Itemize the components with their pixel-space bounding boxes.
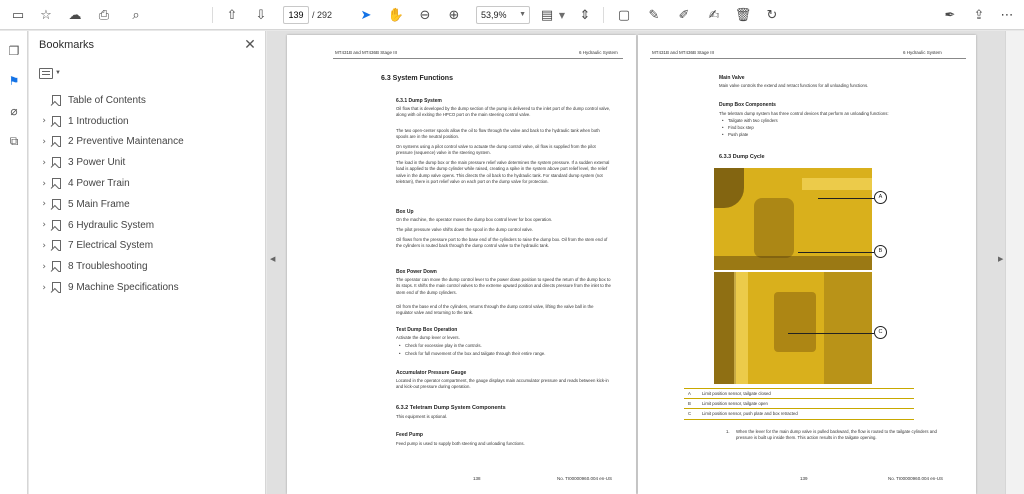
save-icon[interactable]: ▭ [11, 7, 25, 23]
share-icon[interactable]: ⇪ [973, 7, 985, 23]
bookmark-item[interactable] [29, 194, 265, 215]
bookmark-label: Table of Contents [68, 94, 146, 106]
bookmark-item[interactable] [29, 256, 265, 277]
chevron-right-icon[interactable]: › [42, 157, 46, 168]
bullet-text: Push plate [728, 132, 749, 137]
bookmark-icon [52, 178, 61, 189]
more-options-icon[interactable]: ⋯ [1000, 7, 1014, 23]
bookmark-label: 7 Electrical System [68, 240, 154, 252]
chevron-right-icon[interactable]: › [42, 240, 46, 251]
bookmark-item[interactable] [29, 111, 265, 132]
paragraph: The operator can move the dump control lever to the power down position to speed the return of the dump box to its stops. It shifts the main control valves to the extreme upward position and directs pressure from the inlet to the stem end of the dump cylinders. [396, 277, 611, 295]
comment-icon[interactable]: ▢ [617, 7, 631, 23]
close-icon[interactable]: ✕ [244, 36, 256, 52]
bookmark-options-button[interactable] [39, 65, 65, 81]
select-cursor-icon[interactable]: ➤ [360, 7, 372, 23]
step-number: 1. [726, 429, 730, 434]
bookmark-label: 9 Machine Specifications [68, 282, 179, 294]
collapse-right-panel-icon[interactable]: ▶ [998, 256, 1004, 263]
main-valve-heading: Main Valve [719, 75, 745, 81]
bookmark-item[interactable] [29, 215, 265, 236]
chevron-down-icon: ▼ [519, 11, 526, 18]
teletram-heading: 6.3.2 Teletram Dump System Components [396, 405, 506, 411]
step-text: When the lever for the main dump valve is pulled backward, the flow is routed to the tailgate cylinders and pressure is built up inside them. This action results in the tailgate opening. [736, 429, 937, 441]
chevron-right-icon[interactable]: › [42, 261, 46, 272]
callout-leader [818, 198, 874, 199]
paragraph: Oil flows from the pressure port to the base end of the cylinders to raise the dump box. Oil from the stem end of the cylinders is routed back through the dump control valve to the hydraulic tank. [396, 237, 608, 249]
dump-cycle-heading: 6.3.3 Dump Cycle [719, 154, 765, 160]
search-icon[interactable]: ⌕ [132, 7, 140, 23]
fill-sign-icon[interactable]: ✒ [944, 7, 956, 23]
dump-box-components-heading: Dump Box Components [719, 102, 776, 108]
bookmark-icon [52, 282, 61, 293]
bookmark-icon [52, 261, 61, 272]
bookmark-item[interactable] [29, 132, 265, 153]
page-number: 139 [800, 476, 808, 481]
table-row: C Limit position sensor, push plate and box retracted [684, 409, 914, 420]
bookmark-label: 1 Introduction [68, 115, 129, 127]
paragraph: Activate the dump lever or levers. [396, 335, 460, 340]
attachments-icon[interactable]: ⌀ [10, 104, 18, 118]
bookmark-item[interactable] [29, 152, 265, 173]
chevron-right-icon[interactable]: › [42, 136, 46, 147]
chevron-right-icon[interactable]: › [42, 282, 46, 293]
layers-lock-icon[interactable]: ⧉ [9, 133, 19, 148]
page-number: 138 [473, 476, 481, 481]
page-down-icon[interactable]: ⇩ [255, 7, 267, 23]
accumulator-heading: Accumulator Pressure Gauge [396, 370, 467, 376]
paragraph: On systems using a pilot control valve to actuate the dump control valve, oil flow is supplied from the pilot pressure (sequence) valve in the steering system. [396, 144, 596, 156]
bookmark-item[interactable] [29, 90, 265, 111]
vertical-scrollbar[interactable] [1005, 31, 1024, 494]
bookmarks-icon[interactable]: ⚑ [8, 74, 20, 88]
callout-leader [798, 252, 874, 253]
list-options-icon [39, 68, 53, 79]
bookmark-icon [52, 116, 61, 127]
paragraph: Main valve controls the extend and retract functions for all unloading functions. [719, 83, 869, 88]
paragraph: The pilot pressure valve shifts down the spool in the dump control valve. [396, 227, 534, 232]
chevron-right-icon[interactable]: › [42, 220, 46, 231]
bookmark-icon [52, 157, 61, 168]
document-number: No. TI00000960.004 en-US [888, 476, 943, 481]
bookmark-item[interactable] [29, 277, 265, 298]
chevron-down-icon: ▼ [55, 70, 61, 76]
paragraph: Oil flow that is developed by the dump section of the pump is delivered to the inlet port of the dump control valve, along with oil exiting the HPCO port on the main steering control valve. [396, 106, 611, 118]
bookmark-list [29, 90, 265, 298]
bookmark-item[interactable] [29, 236, 265, 257]
paragraph: Feed pump is used to supply both steering and unloading functions. [396, 441, 525, 446]
paragraph: Oil from the base end of the cylinders, returns through the dump control valve, lifting the valve ball in the regulator valve and returning to the tank. [396, 304, 594, 316]
bookmark-icon [52, 199, 61, 210]
paragraph: On the machine, the operator moves the dump box control lever for box operation. [396, 217, 553, 222]
callout-a: A [874, 191, 887, 204]
table-row: B Limit position sensor, tailgate open [684, 399, 914, 410]
paragraph: The teletram dump system has three control devices that perform an unloading functions: [719, 111, 889, 116]
dump-system-heading: 6.3.1 Dump System [396, 98, 442, 104]
bookmark-icon [52, 240, 61, 251]
bookmark-star-icon[interactable]: ☆ [40, 7, 52, 23]
chevron-right-icon[interactable]: › [42, 116, 46, 127]
scroll-mode-icon[interactable]: ⇕ [579, 7, 591, 23]
bullet: • [399, 351, 401, 356]
zoom-out-icon[interactable]: ⊖ [419, 7, 431, 23]
chevron-down-icon[interactable]: ▼ [558, 10, 566, 20]
zoom-select[interactable]: 53,9% ▼ [476, 6, 530, 24]
callout-c: C [874, 326, 887, 339]
paragraph: The load in the dump box or the main pressure relief valve determines the system pressure. If a sudden external load is applied to the dump cylinder while raised, creating a spike in the system above port relief level, the relief valve in the dump valve opens. This directs the oil back to the hydraulic tank. For standard dump system (not teletram), there is port relief valve on each port on the dump valve for protection. [396, 160, 610, 185]
rotate-icon[interactable]: ↻ [766, 7, 778, 23]
table-row: A Limit position sensor, tailgate closed [684, 388, 914, 399]
bookmark-item[interactable] [29, 173, 265, 194]
paragraph: This equipment is optional. [396, 414, 448, 419]
page-header-right: 6 Hydraulic System [579, 50, 618, 55]
page-header-left: MT431B and MT436B Stage III [335, 50, 398, 55]
page-number-input[interactable] [283, 6, 309, 24]
page-139 [638, 35, 976, 494]
page-up-icon[interactable]: ⇧ [226, 7, 238, 23]
hand-tool-icon[interactable]: ✋ [387, 7, 405, 23]
bullet-text: Check for full movement of the box and tailgate through their entire range. [405, 351, 546, 356]
bullet: • [399, 343, 401, 348]
bullet: • [722, 132, 724, 137]
bookmark-label: 8 Troubleshooting [68, 261, 148, 273]
page-138 [287, 35, 636, 494]
bullet: • [722, 125, 724, 130]
bookmark-label: 5 Main Frame [68, 198, 130, 210]
highlight-pen-icon[interactable]: ✎ [648, 7, 660, 23]
feed-pump-heading: Feed Pump [396, 432, 423, 438]
box-up-heading: Box Up [396, 209, 414, 215]
bookmarks-title: Bookmarks [39, 39, 95, 51]
upload-cloud-icon[interactable]: ☁ [68, 7, 82, 23]
bookmark-label: 4 Power Train [68, 178, 130, 190]
zoom-in-icon[interactable]: ⊕ [448, 7, 460, 23]
bullet: • [722, 118, 724, 123]
text-edit-icon[interactable]: ✍ [708, 7, 720, 23]
callout-b: B [874, 245, 887, 258]
bookmarks-panel [29, 31, 266, 494]
bookmark-icon [52, 220, 61, 231]
bookmark-icon [52, 95, 61, 106]
main-toolbar [0, 0, 1024, 30]
collapse-left-panel-icon[interactable]: ◀ [270, 256, 276, 263]
print-icon[interactable]: ⎙ [98, 7, 110, 23]
bookmark-label: 6 Hydraulic System [68, 219, 155, 231]
page-thumbnails-icon[interactable]: ❐ [8, 44, 20, 58]
dump-box-photo-top [714, 168, 872, 270]
box-power-down-heading: Box Power Down [396, 269, 437, 275]
page-header-left: MT431B and MT436B Stage III [652, 50, 715, 55]
draw-icon[interactable]: ✐ [678, 7, 690, 23]
bullet-text: Find box step [728, 125, 754, 130]
callout-legend-table [684, 388, 914, 420]
bookmark-label: 3 Power Unit [68, 157, 126, 169]
chevron-right-icon[interactable]: › [42, 178, 46, 189]
dump-box-photo-bottom [714, 272, 872, 384]
page-total: / 292 [312, 10, 333, 20]
bookmark-icon [52, 136, 61, 147]
test-dump-box-heading: Test Dump Box Operation [396, 327, 458, 333]
section-title: 6.3 System Functions [381, 75, 453, 82]
page-fit-icon[interactable]: ▤ [540, 7, 554, 23]
callout-leader [788, 333, 874, 334]
bullet-text: Check for excessive play in the controls. [405, 343, 482, 348]
delete-icon[interactable]: 🗑 [734, 7, 752, 23]
paragraph: Located in the operator compartment, the gauge displays main accumulator pressure and reads between kick-in and kick-out pressure during operation. [396, 378, 609, 390]
page-header-right: 6 Hydraulic System [903, 50, 942, 55]
left-navigation-rail [0, 31, 28, 494]
bookmark-label: 2 Preventive Maintenance [68, 136, 184, 148]
chevron-right-icon[interactable]: › [42, 199, 46, 210]
paragraph: The two open-center spools allow the oil to flow through the valve and back to the hydraulic tank when both spools are in the neutral position. [396, 128, 600, 140]
bullet-text: Tailgate with two cylinders [728, 118, 778, 123]
document-number: No. TI00000960.004 en-US [557, 476, 612, 481]
